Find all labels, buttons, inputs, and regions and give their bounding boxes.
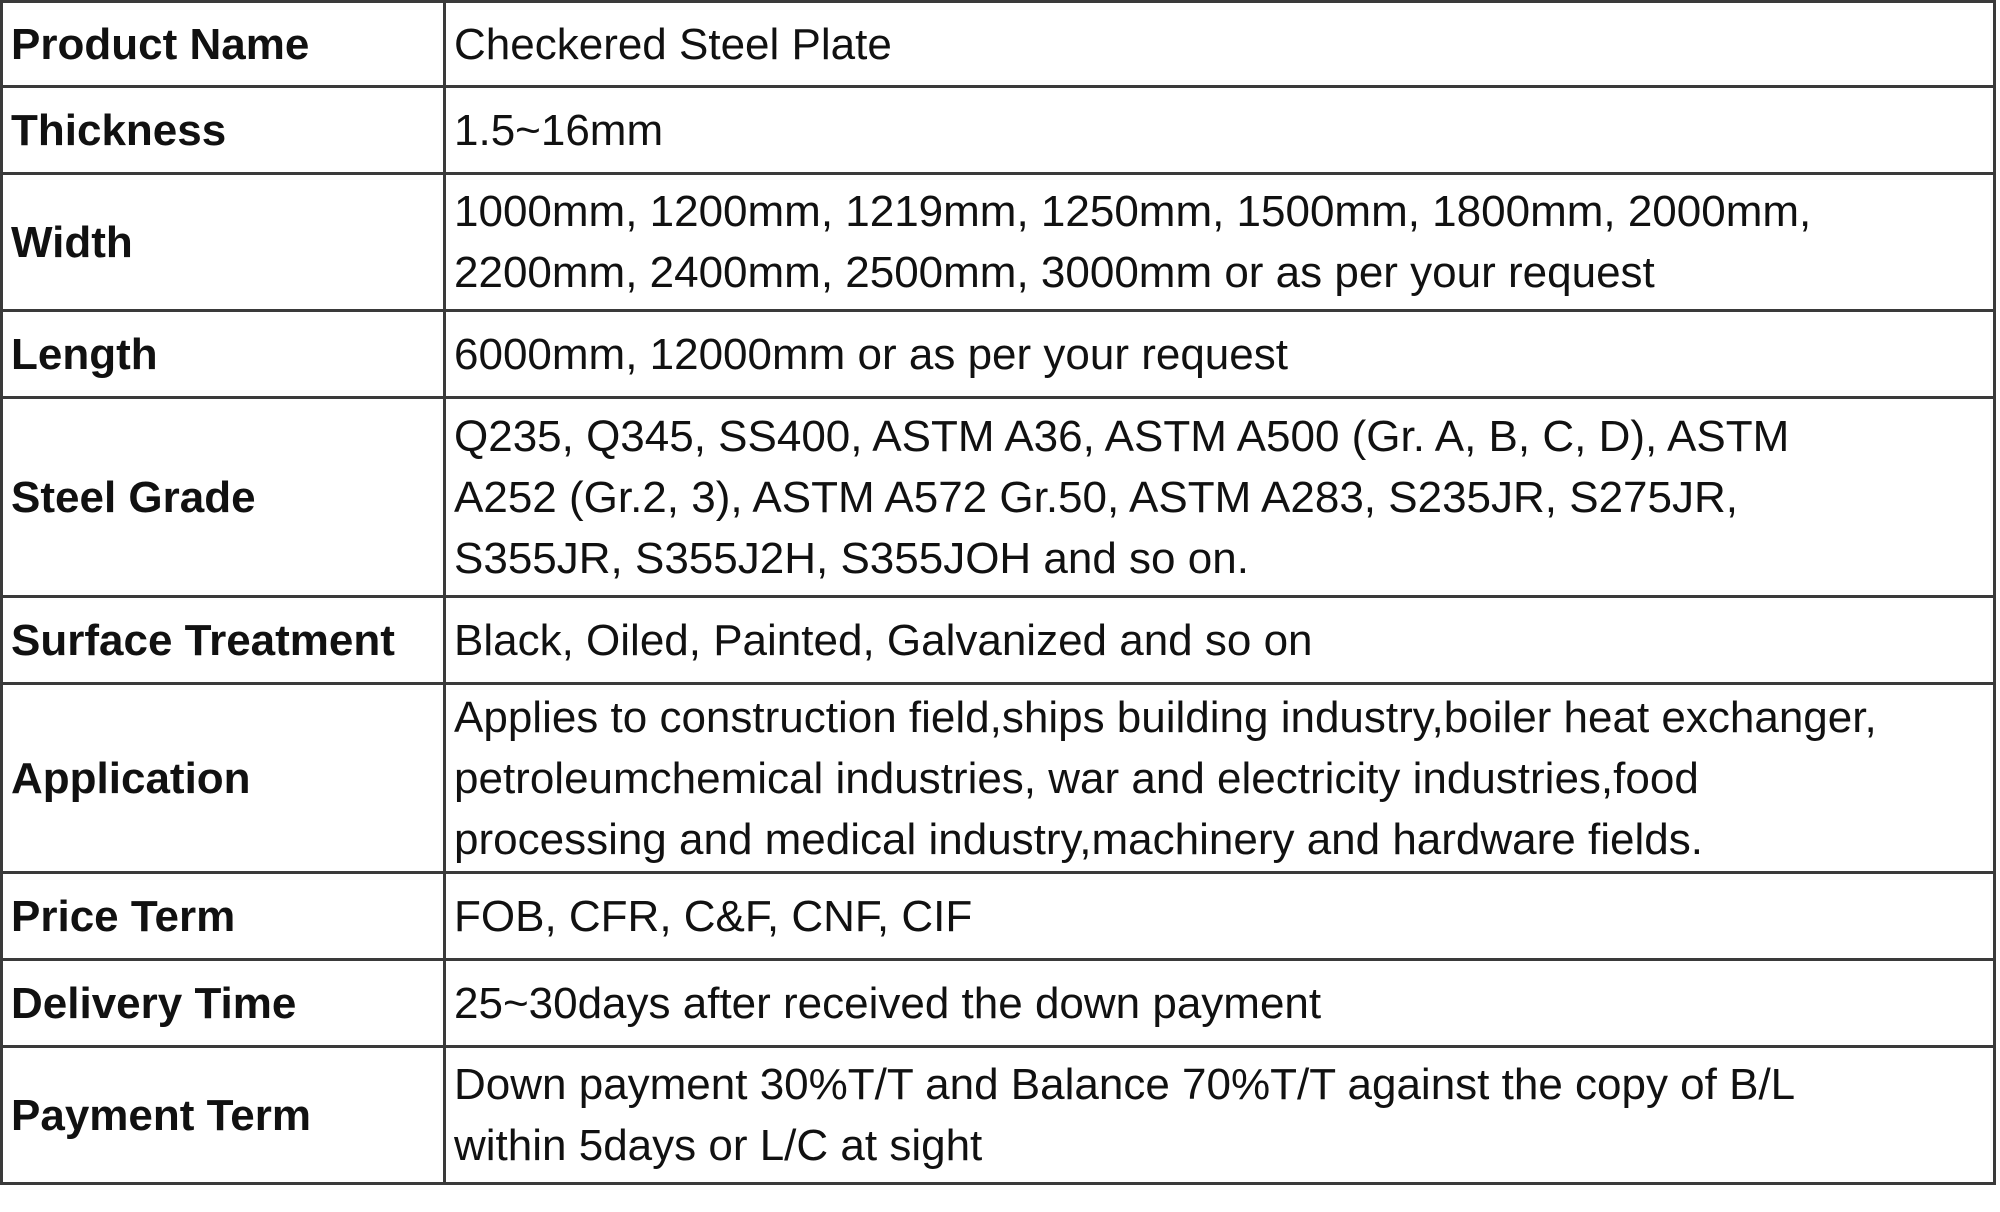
row-label: Payment Term bbox=[2, 1047, 445, 1184]
table-row bbox=[2, 174, 1995, 311]
row-value: Checkered Steel Plate bbox=[445, 2, 1995, 87]
table-row bbox=[2, 311, 1995, 398]
table-row bbox=[2, 1047, 1995, 1184]
table-row bbox=[2, 960, 1995, 1047]
row-value: Q235, Q345, SS400, ASTM A36, ASTM A500 (Gr. A, B, C, D), ASTM A252 (Gr.2, 3), ASTM A572 Gr.50, ASTM A283, S235JR, S275JR, S355JR, S355J2H, S355JOH and so on. bbox=[445, 398, 1995, 597]
row-value: 6000mm, 12000mm or as per your request bbox=[445, 311, 1995, 398]
row-label: Delivery Time bbox=[2, 960, 445, 1047]
row-label: Steel Grade bbox=[2, 398, 445, 597]
row-value: 25~30days after received the down payment bbox=[445, 960, 1995, 1047]
table-row bbox=[2, 597, 1995, 684]
table-row bbox=[2, 2, 1995, 87]
table-row bbox=[2, 87, 1995, 174]
row-label: Thickness bbox=[2, 87, 445, 174]
row-value: Applies to construction field,ships building industry,boiler heat exchanger, petroleumchemical industries, war and electricity industries,food processing and medical industry,machinery and hardware fields. bbox=[445, 684, 1995, 873]
row-label: Width bbox=[2, 174, 445, 311]
table-row bbox=[2, 684, 1995, 873]
row-value: FOB, CFR, C&F, CNF, CIF bbox=[445, 873, 1995, 960]
row-label: Length bbox=[2, 311, 445, 398]
row-label: Application bbox=[2, 684, 445, 873]
row-value: Down payment 30%T/T and Balance 70%T/T against the copy of B/L within 5days or L/C at sight bbox=[445, 1047, 1995, 1184]
row-value: Black, Oiled, Painted, Galvanized and so on bbox=[445, 597, 1995, 684]
row-value: 1000mm, 1200mm, 1219mm, 1250mm, 1500mm, 1800mm, 2000mm, 2200mm, 2400mm, 2500mm, 3000mm or as per your request bbox=[445, 174, 1995, 311]
table-row bbox=[2, 398, 1995, 597]
row-label: Product Name bbox=[2, 2, 445, 87]
row-label: Surface Treatment bbox=[2, 597, 445, 684]
row-value: 1.5~16mm bbox=[445, 87, 1995, 174]
table-row bbox=[2, 873, 1995, 960]
row-label: Price Term bbox=[2, 873, 445, 960]
